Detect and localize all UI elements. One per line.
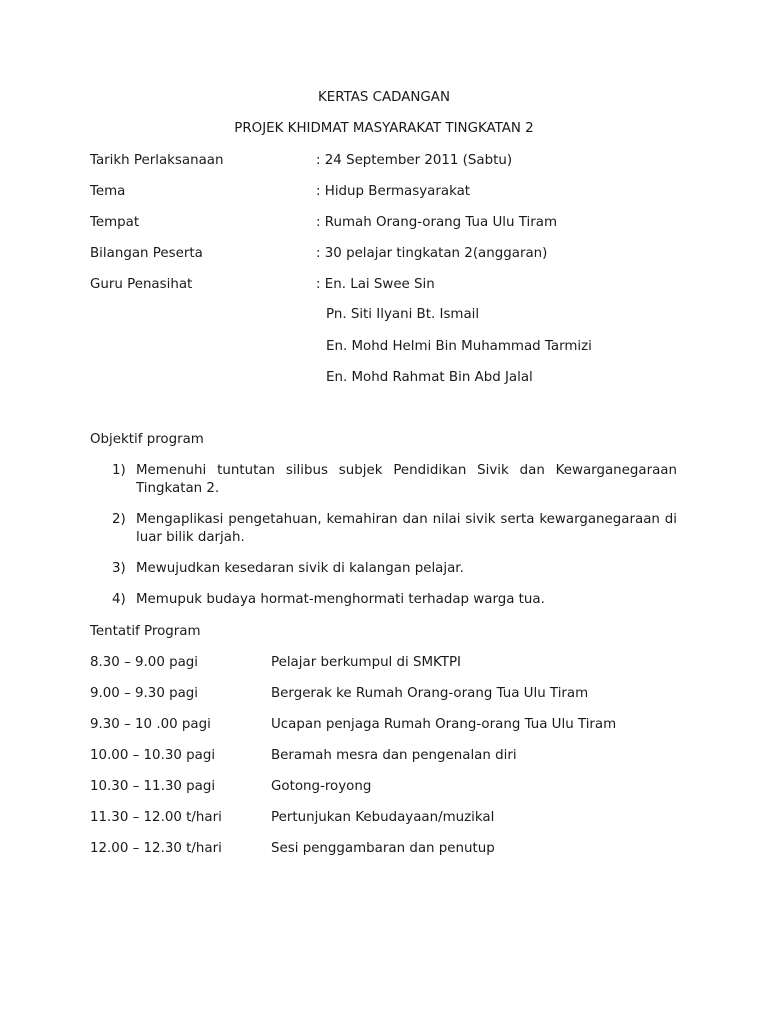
schedule-activity: Gotong-royong	[271, 779, 372, 794]
advisor-name: Pn. Siti Ilyani Bt. Ismail	[326, 307, 480, 322]
document-subtitle: PROJEK KHIDMAT MASYARAKAT TINGKATAN 2	[234, 121, 534, 136]
detail-label: Tema	[90, 184, 126, 199]
schedule-activity: Beramah mesra dan pengenalan diri	[271, 748, 517, 763]
detail-label: Bilangan Peserta	[90, 246, 203, 261]
detail-value: : 24 September 2011 (Sabtu)	[316, 153, 513, 168]
advisor-name: En. Mohd Rahmat Bin Abd Jalal	[326, 370, 533, 385]
schedule-activity: Ucapan penjaga Rumah Orang-orang Tua Ulu Tiram	[271, 717, 617, 732]
schedule-heading: Tentatif Program	[90, 624, 201, 639]
detail-label: Tarikh Perlaksanaan	[90, 153, 224, 168]
detail-value: : 30 pelajar tingkatan 2(anggaran)	[316, 246, 548, 261]
schedule-time: 9.00 – 9.30 pagi	[90, 686, 199, 701]
detail-label: Tempat	[90, 215, 140, 230]
schedule-activity: Pelajar berkumpul di SMKTPI	[271, 655, 462, 670]
objective-number: 3)	[112, 561, 126, 576]
schedule-time: 10.00 – 10.30 pagi	[90, 748, 216, 763]
objective-text: Memupuk budaya hormat-menghormati terhadap warga tua.	[136, 592, 545, 607]
detail-value: : Hidup Bermasyarakat	[316, 184, 471, 199]
advisor-name: En. Mohd Helmi Bin Muhammad Tarmizi	[326, 339, 592, 354]
schedule-activity: Sesi penggambaran dan penutup	[271, 841, 495, 856]
detail-value: : Rumah Orang-orang Tua Ulu Tiram	[316, 215, 558, 230]
objective-text: Mewujudkan kesedaran sivik di kalangan pelajar.	[136, 561, 464, 576]
objective-text: Memenuhi tuntutan silibus subjek Pendidikan Sivik dan Kewarganegaraan Tingkatan 2.	[136, 463, 677, 496]
schedule-activity: Bergerak ke Rumah Orang-orang Tua Ulu Tiram	[271, 686, 589, 701]
objective-text: Mengaplikasi pengetahuan, kemahiran dan nilai sivik serta kewarganegaraan di luar bilik darjah.	[136, 512, 677, 545]
objective-number: 1)	[112, 463, 126, 478]
schedule-time: 12.00 – 12.30 t/hari	[90, 841, 222, 856]
document-title: KERTAS CADANGAN	[318, 90, 450, 105]
objective-number: 4)	[112, 592, 126, 607]
detail-value: : En. Lai Swee Sin	[316, 277, 435, 292]
schedule-time: 9.30 – 10 .00 pagi	[90, 717, 211, 732]
schedule-time: 11.30 – 12.00 t/hari	[90, 810, 222, 825]
schedule-time: 10.30 – 11.30 pagi	[90, 779, 216, 794]
objective-number: 2)	[112, 512, 126, 527]
objectives-heading: Objektif program	[90, 432, 204, 447]
schedule-activity: Pertunjukan Kebudayaan/muzikal	[271, 810, 495, 825]
detail-label: Guru Penasihat	[90, 277, 193, 292]
schedule-time: 8.30 – 9.00 pagi	[90, 655, 199, 670]
